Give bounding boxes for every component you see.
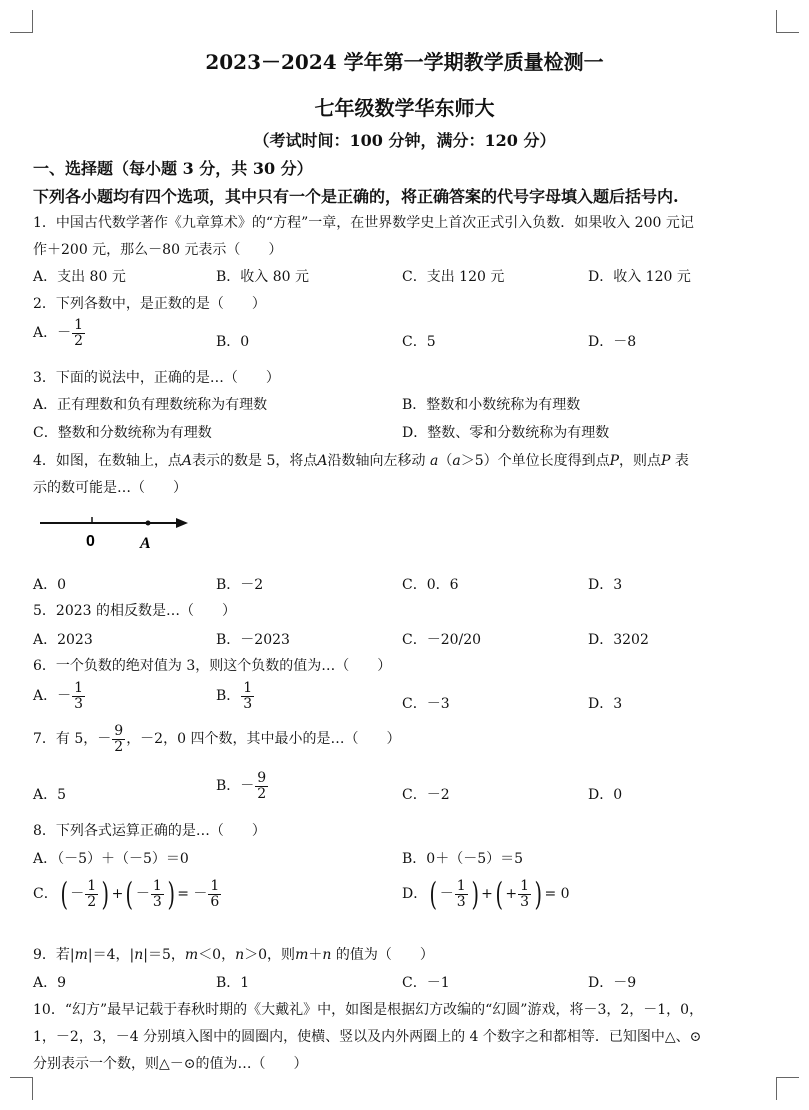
q1-option-a: A．支出 80 元 [33, 269, 126, 285]
q2-option-a-fraction: $\frac{1}{2}$ [74, 317, 84, 349]
q4-axis-zero-label: 0 [86, 533, 95, 550]
corner-mark-bottom-left [10, 1077, 33, 1100]
corner-mark-top-right [776, 10, 799, 33]
q4-option-c: C．0．6 [402, 577, 459, 593]
q2-option-c: C．5 [402, 334, 436, 350]
q3-option-a: A．正有理数和负有理数统称为有理数 [33, 397, 268, 413]
q2-option-a [33, 318, 86, 348]
q1-stem-line1: 1．中国古代数学著作《九章算术》的“方程”一章，在世界数学史上首次正式引入负数．如果收入 200 元记 [33, 215, 694, 231]
q8-stem: 8．下列各式运算正确的是…（ ） [33, 823, 266, 839]
q1-stem-line2: 作＋200 元，那么－80 元表示（ ） [33, 242, 283, 258]
q7-option-a: A．5 [33, 787, 67, 803]
q2-option-b: B．0 [216, 334, 250, 350]
q8-option-d: D．( － $\frac{1}{3}$ ) +( + $\frac{1}{3}$ ) = 0 [402, 875, 570, 913]
q7-option-b: B．－ $\frac{9}{2}$ [216, 770, 267, 802]
q5-option-a: A．2023 [33, 632, 93, 648]
q5-option-d: D．3202 [588, 632, 649, 648]
q6-option-a: A．－ $\frac{1}{3}$ [33, 680, 84, 712]
q1-option-d: D．收入 120 元 [588, 269, 691, 285]
q9-option-c: C．－1 [402, 975, 450, 991]
q9-option-d: D．－9 [588, 975, 637, 991]
q5-stem: 5．2023 的相反数是…（ ） [33, 603, 236, 619]
q4-axis-point-a-label: A [140, 535, 151, 552]
q8-option-c: C．( － $\frac{1}{2}$ ) +( － $\frac{1}{3}$ ) = － $\frac{1}{6}$ [33, 875, 220, 913]
q4-option-d: D．3 [588, 577, 623, 593]
q4-stem-line2: 示的数可能是…（ ） [33, 480, 187, 496]
section-instruction: 下列各小题均有四个选项，其中只有一个是正确的，将正确答案的代号字母填入题后括号内. [33, 187, 679, 206]
q10-stem-line1: 10．“幻方”最早记载于春秋时期的《大戴礼》中，如图是根据幻方改编的“幻圆”游戏，将－3，2，－1，0， [33, 1002, 704, 1018]
q7-option-c: C．－2 [402, 787, 450, 803]
q4-option-b: B．－2 [216, 577, 264, 593]
q1-option-b: B．收入 80 元 [216, 269, 310, 285]
q4-option-a: A．0 [33, 577, 67, 593]
section-heading: 一、选择题（每小题 3 分，共 30 分） [33, 159, 313, 178]
q5-option-b: B．－2023 [216, 632, 290, 648]
q6-option-d: D．3 [588, 696, 623, 712]
q3-option-c: C．整数和分数统称为有理数 [33, 425, 212, 441]
corner-mark-top-left [10, 10, 33, 33]
exam-info: （考试时间：100 分钟，满分：120 分） [253, 131, 556, 150]
q7-stem: 7．有 5，－ $\frac{9}{2}$ ，－2，0 四个数，其中最小的是…（ ） [33, 723, 401, 755]
q2-option-d: D．－8 [588, 334, 637, 350]
q9-option-a: A．9 [33, 975, 67, 991]
q7-option-d: D．0 [588, 787, 623, 803]
q3-option-b: B．整数和小数统称为有理数 [402, 397, 581, 413]
q5-option-c: C．－20/20 [402, 632, 482, 648]
q2-stem: 2．下列各数中，是正数的是（ ） [33, 296, 266, 312]
q3-option-d: D．整数、零和分数统称为有理数 [402, 425, 610, 441]
q10-stem-line2: 1，－2，3，－4 分别填入图中的圆圈内，使横、竖以及内外两圈上的 4 个数字之和都相等．已知图中△、⊙ [33, 1029, 702, 1045]
q6-option-c: C．－3 [402, 696, 450, 712]
q9-option-b: B．1 [216, 975, 250, 991]
q4-number-line [38, 508, 198, 554]
q4-stem-line1: 4．如图，在数轴上，点A表示的数是 5，将点A沿数轴向左移动 a（a＞5）个单位长度得到点P，则点P 表 [33, 453, 689, 469]
exam-subject: 七年级数学华东师大 [314, 96, 495, 120]
q8-option-a: A．（－5）＋（－5）＝0 [33, 851, 189, 867]
corner-mark-bottom-right [776, 1077, 799, 1100]
q9-stem: 9．若|m|＝4，|n|＝5，m＜0，n＞0，则m＋n 的值为（ ） [33, 947, 434, 963]
q6-stem: 6．一个负数的绝对值为 3，则这个负数的值为…（ ） [33, 658, 392, 674]
q3-stem: 3．下面的说法中，正确的是…（ ） [33, 370, 280, 386]
q10-stem-line3: 分别表示一个数，则△－⊙的值为…（ ） [33, 1056, 308, 1072]
q1-option-c: C．支出 120 元 [402, 269, 505, 285]
exam-title: 2023－2024 学年第一学期教学质量检测一 [205, 50, 604, 74]
q6-option-b: B． $\frac{1}{3}$ [216, 680, 253, 712]
q8-option-b: B．0＋（－5）＝5 [402, 851, 524, 867]
q2-option-a-prefix: A．－ [33, 325, 72, 342]
